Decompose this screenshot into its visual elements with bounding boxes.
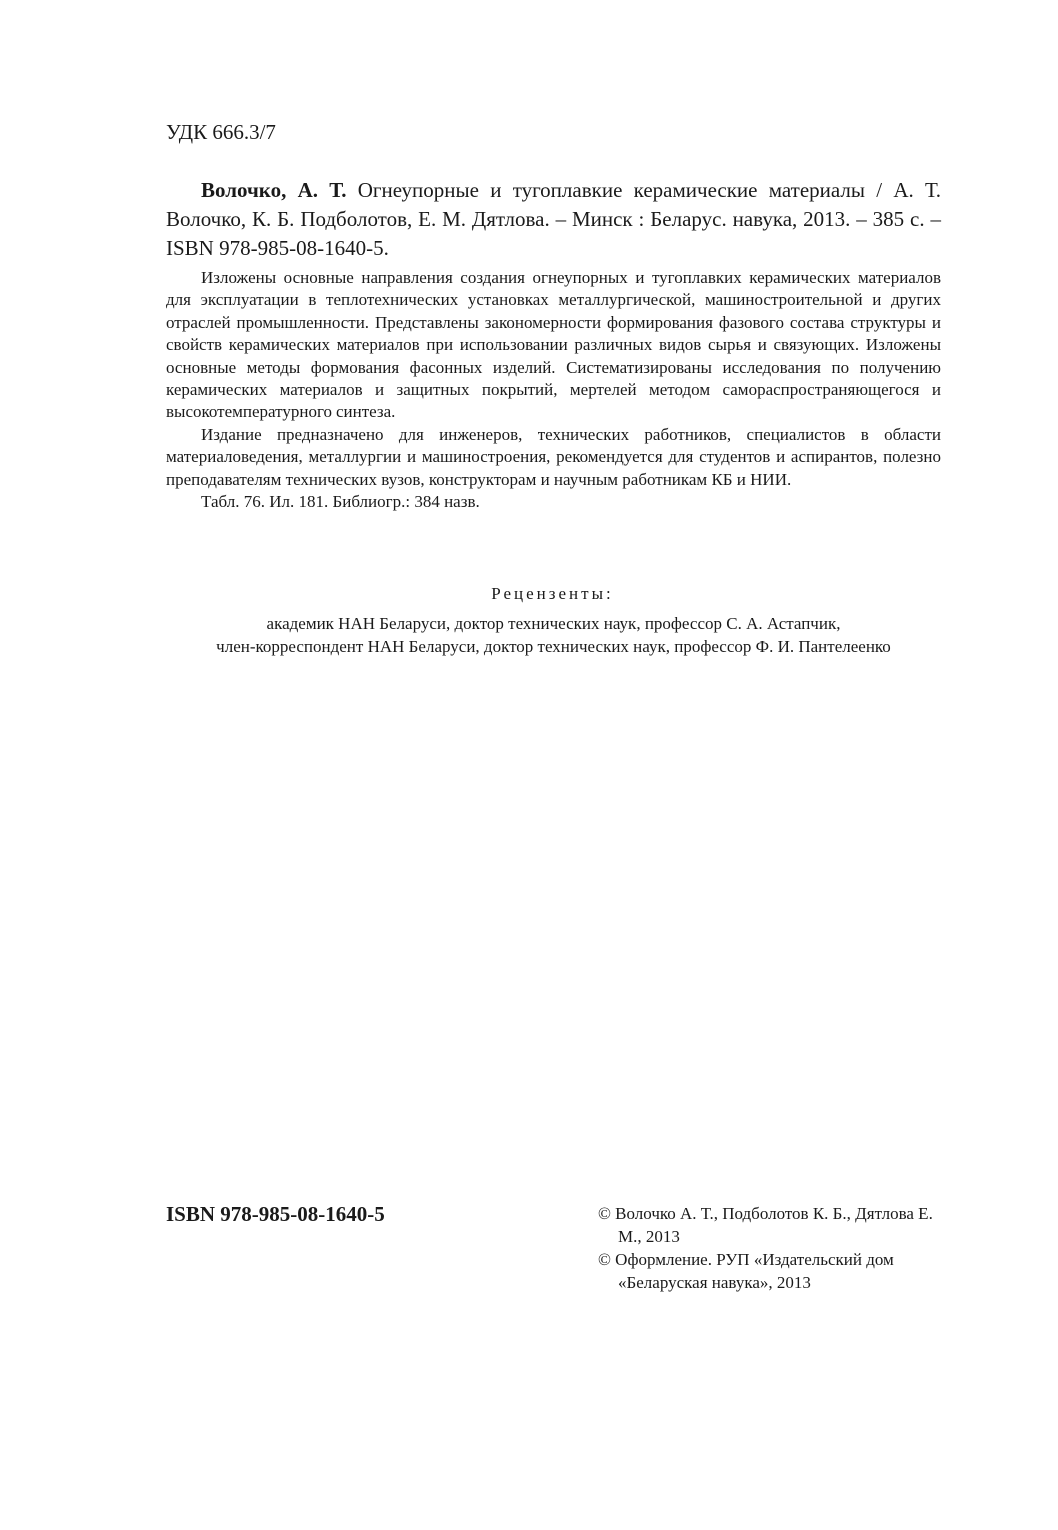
reviewer-line: член-корреспондент НАН Беларуси, доктор технических наук, профессор Ф. И. Пантелеенко — [216, 637, 891, 656]
copyright-block — [598, 1202, 948, 1294]
udk-code: УДК 666.3/7 — [166, 120, 276, 144]
author-name: Волочко, А. Т. — [201, 178, 347, 202]
bibliographic-record — [166, 176, 941, 263]
reviewers-list — [166, 612, 941, 658]
annotation-stats: Табл. 76. Ил. 181. Библиогр.: 384 назв. — [201, 492, 480, 512]
reviewer-line: академик НАН Беларуси, доктор технических наук, профессор С. А. Астапчик, — [266, 614, 841, 633]
annotation-paragraph: Изложены основные направления создания огнеупорных и тугоплавких керамических материалов для эксплуатации в теплотехнических установках металлургической, машиностроительной и других отраслей промышленности. Представлены закономерности формирования фазового состава структуры и свойств керамических материалов при использовании различных видов сырья и связующих. Изложены основные методы формования фасонных изделий. Систематизированы исследования по получению керамических материалов и защитных покрытий, мертелей методом самораспространяющегося и высокотемпературного синтеза. — [166, 268, 941, 422]
bibliographic-description: Огнеупорные и тугоплавкие керамические материалы / А. Т. Волочко, К. Б. Подболотов, Е. М. Дятлова. – Минск : Беларус. навука, 2013. – 385 с. – ISBN 978-985-08-1640-5. — [166, 178, 941, 260]
copyright-authors: © Волочко А. Т., Подболотов К. Б., Дятлова Е. М., 2013 — [598, 1204, 933, 1246]
isbn-number: ISBN 978-985-08-1640-5 — [166, 1202, 385, 1226]
annotation-paragraph: Издание предназначено для инженеров, технических работников, специалистов в области материаловедения, металлургии и машиностроения, рекомендуется для студентов и аспирантов, полезно преподавателям технических вузов, конструкторам и научным работникам КБ и НИИ. — [166, 424, 941, 489]
copyright-publisher: © Оформление. РУП «Издательский дом «Беларуская навука», 2013 — [598, 1250, 894, 1292]
reviewers-heading: Рецензенты: — [491, 584, 614, 603]
annotation — [166, 267, 941, 513]
